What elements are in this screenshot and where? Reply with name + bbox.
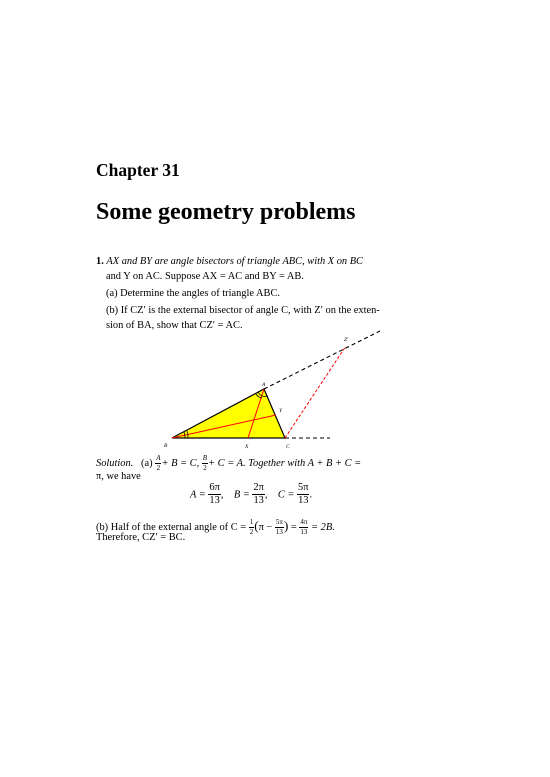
frac-half-b: $\frac{B}{2}$ <box>202 454 208 473</box>
angles-display: A = $\frac{6\pi}{13}$ , B = $\frac{2\pi}{13}$ , C = $\frac{5\pi}{13}$ . <box>190 482 313 507</box>
frac-4pi-13: $\frac{4\pi}{13}$ <box>300 518 308 537</box>
frac-one-half: $\frac{1}{2}$ <box>249 518 254 537</box>
eq2-tail: + C = A. Together with A + B + C = <box>208 458 362 469</box>
var-b: B = <box>233 489 250 501</box>
label-y: Y <box>279 408 283 414</box>
frac-5pi-13: $\frac{5\pi}{13}$ <box>275 518 283 537</box>
label-a: A <box>262 382 266 388</box>
label-x: X <box>245 444 249 450</box>
problem-line-2: and Y on AC. Suppose AX = AC and BY = AB. <box>106 271 304 282</box>
problem-number: 1. <box>96 256 104 267</box>
extension-ba <box>264 331 380 389</box>
label-c: C <box>286 444 290 450</box>
solution-label: Solution. <box>96 458 134 469</box>
external-bisector <box>285 346 346 438</box>
chapter-title: Some geometry problems <box>96 199 356 225</box>
var-c: C = <box>277 489 295 501</box>
label-z: Z′ <box>344 337 349 343</box>
part-b-pi: π − <box>258 522 273 533</box>
chapter-label: Chapter 31 <box>96 160 180 180</box>
frac-c: $\frac{5\pi}{13}$ <box>298 482 309 507</box>
solution-part-a: (a) <box>141 458 153 469</box>
problem-text-1: AX and BY are angle bisectors of triangle ABC, with X on BC <box>106 256 363 267</box>
frac-half-a: $\frac{A}{2}$ <box>156 454 161 473</box>
eq1-tail: + B = C, <box>161 458 200 469</box>
part-b-head: (b) Half of the external angle of C = <box>96 522 247 533</box>
solution-line-2: π, we have <box>96 471 141 482</box>
problem-part-a: (a) Determine the angles of triangle ABC. <box>106 288 280 299</box>
solution-therefore: Therefore, CZ′ = BC. <box>96 532 186 543</box>
label-b: B <box>164 443 168 449</box>
solution-part-b: (b) Half of the external angle of C = $\frac{1}{2}$ (π − $\frac{5\pi}{13}$ ) = $\frac{4\pi}{13}$ = 2B. <box>96 518 335 537</box>
problem-part-b-1: (b) If CZ′ is the external bisector of angle C, with Z′ on the exten- <box>106 305 380 316</box>
var-a: A = <box>190 489 206 501</box>
problem-part-b-2: sion of BA, show that CZ′ = AC. <box>106 320 243 331</box>
part-b-tail: = 2B. <box>311 522 335 533</box>
part-b-eq: = <box>290 522 297 533</box>
frac-a: $\frac{6\pi}{13}$ <box>209 482 220 507</box>
frac-b: $\frac{2\pi}{13}$ <box>253 482 264 507</box>
